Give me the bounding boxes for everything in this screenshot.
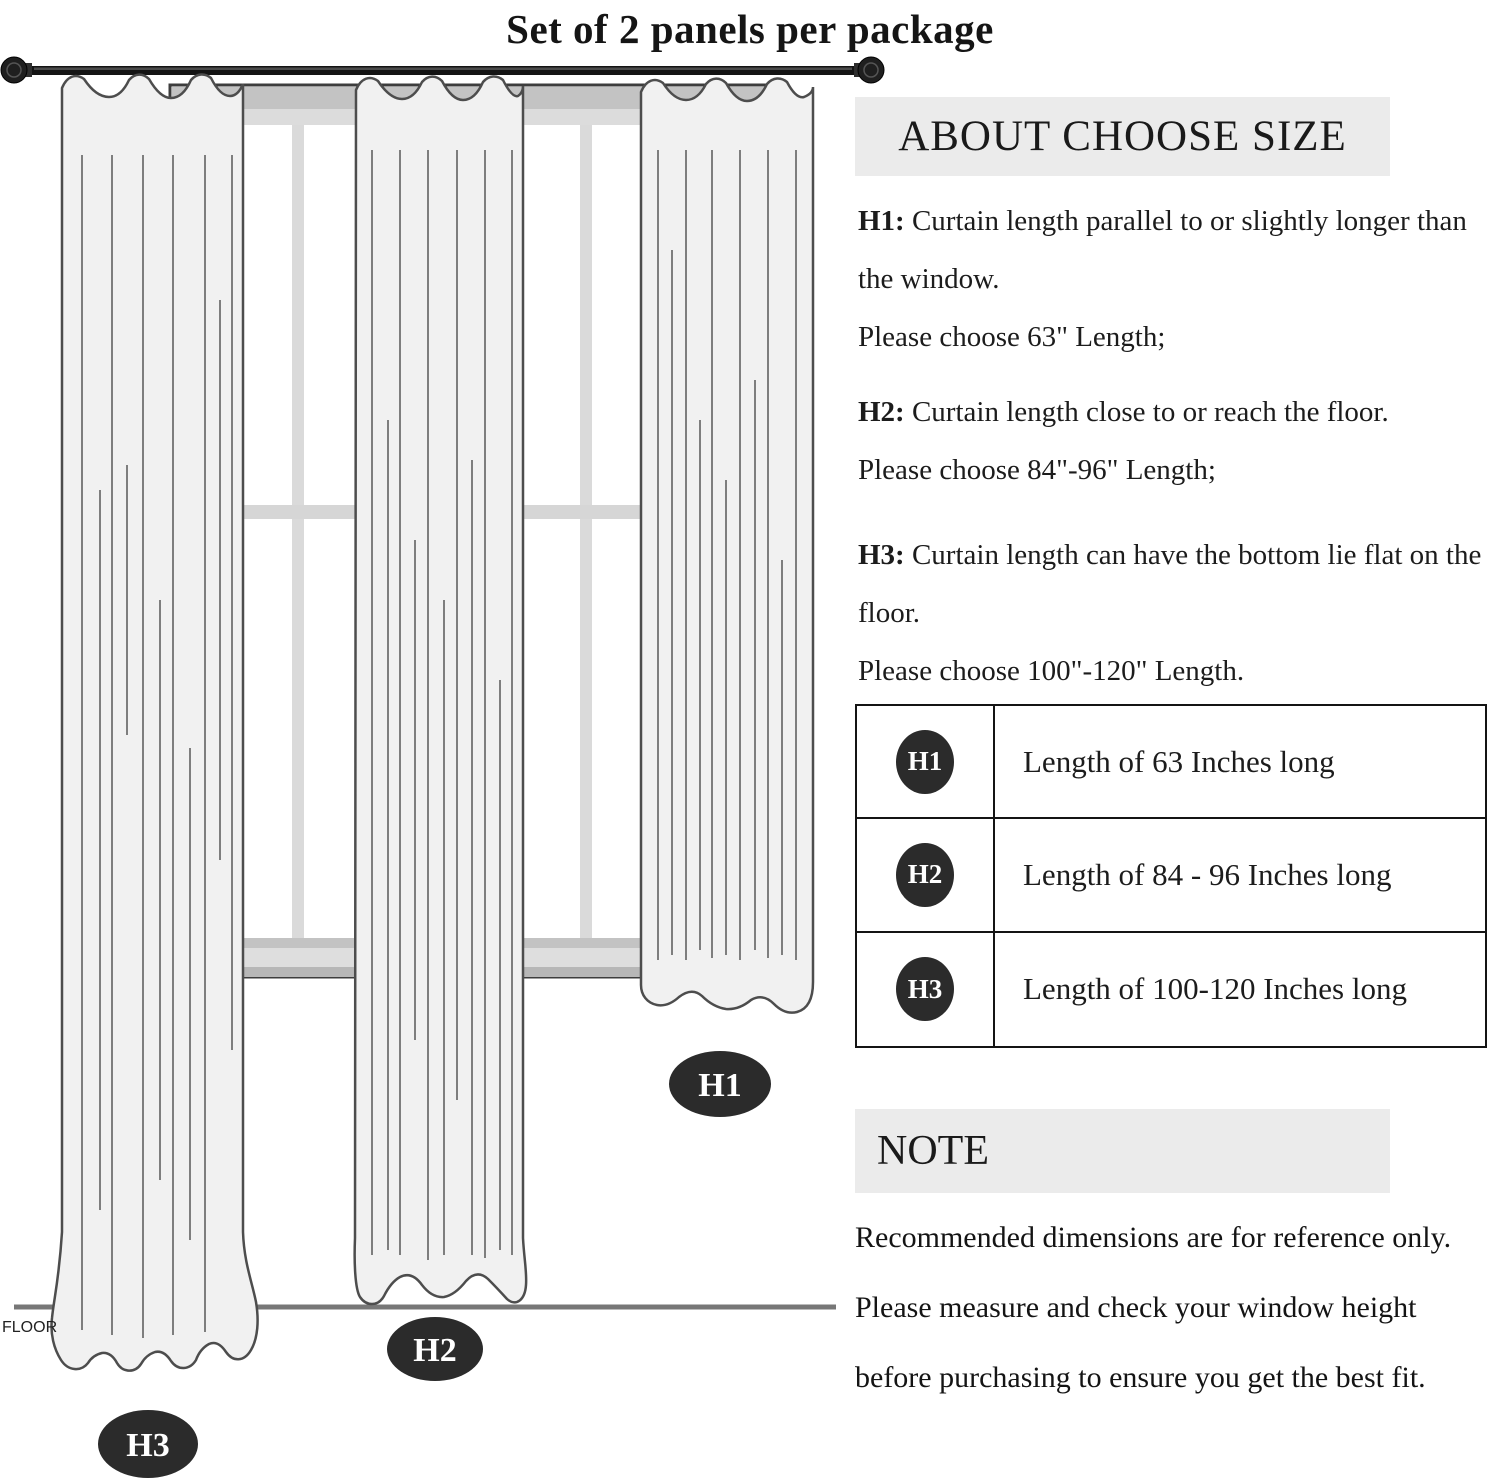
- illustration-badge-h1-label: H1: [698, 1067, 742, 1104]
- table-badge-h1: H1: [896, 730, 954, 794]
- size-guide-item-h2-choose: Please choose 84"-96" Length;: [858, 454, 1216, 486]
- note-heading: [855, 1109, 1390, 1193]
- table-badge-h2: H2: [896, 843, 954, 907]
- note-paragraph: Recommended dimensions are for reference only. Please measure and check your window height before purchasing to ensure you get the best fit.: [855, 1221, 1452, 1394]
- curtain-panel-h2: [355, 76, 527, 1304]
- table-badge-h3: H3: [896, 957, 954, 1021]
- about-choose-size-heading: [855, 97, 1390, 176]
- size-table: [855, 704, 1487, 1048]
- table-row: [857, 933, 1485, 1046]
- table-badge-cell: [857, 819, 995, 930]
- curtain-panel-h1: [641, 78, 813, 1012]
- illustration-badge-h1: [669, 1051, 771, 1117]
- size-guide-item-h3-desc: Curtain length can have the bottom lie flat on the floor.: [858, 539, 1482, 629]
- size-guide-item-h3-label: H3:: [858, 539, 905, 571]
- size-guide-item-h2: [858, 383, 1500, 499]
- table-row: [857, 706, 1485, 819]
- size-guide-item-h1-desc: Curtain length parallel to or slightly longer than the window.: [858, 205, 1467, 295]
- about-choose-size-heading-text: ABOUT CHOOSE SIZE: [898, 113, 1347, 160]
- table-row: [857, 819, 1485, 932]
- size-guide-item-h1-choose: Please choose 63" Length;: [858, 321, 1166, 353]
- table-badge-cell: [857, 706, 995, 817]
- table-badge-cell: [857, 933, 995, 1046]
- size-guide-item-h1-label: H1:: [858, 205, 905, 237]
- size-guide-item-h2-desc: Curtain length close to or reach the floor.: [904, 396, 1389, 428]
- table-length-cell: Length of 100-120 Inches long: [1023, 971, 1407, 1007]
- illustration-badge-h3-label: H3: [126, 1427, 170, 1464]
- rod-finial-left: [1, 57, 32, 83]
- illustration-badge-h2: [387, 1317, 483, 1381]
- note-heading-text: NOTE: [877, 1128, 989, 1174]
- size-guide-item-h3-choose: Please choose 100"-120" Length.: [858, 655, 1245, 687]
- table-length-cell: Length of 84 - 96 Inches long: [1023, 856, 1392, 892]
- table-length-cell: Length of 63 Inches long: [1023, 743, 1335, 779]
- page-title: Set of 2 panels per package: [506, 6, 994, 52]
- floor-label: FLOOR: [2, 1319, 58, 1336]
- illustration-badge-h3: [98, 1410, 198, 1478]
- size-guide-item-h3: [858, 526, 1500, 700]
- curtain-panel-h3: [51, 74, 257, 1370]
- size-guide-item-h2-label: H2:: [858, 396, 905, 428]
- rod-finial-right: [854, 57, 884, 83]
- illustration-badge-h2-label: H2: [413, 1332, 457, 1369]
- size-guide-item-h1: [858, 192, 1500, 366]
